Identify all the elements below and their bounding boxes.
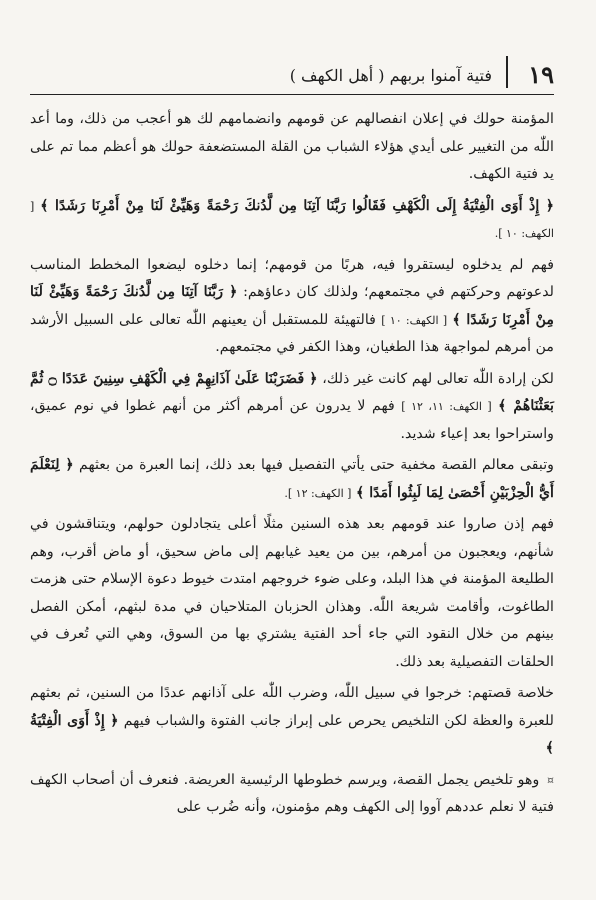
paragraph [30,366,554,449]
paragraph-text: فهم لم يدخلوه ليستقروا فيه، هربًا من قومهم؛ إنما دخلوه ليضعوا المخطط المناسب لدعوتهم وحركتهم في مجتمعهم؛ ولذلك كان دعاؤهم: [30,256,554,300]
paragraph-text: فهم إذن صاروا عند قومهم بعد هذه السنين مثلًا أعلى يتجادلون حولهم، ويتناقشون في شأنهم، ويعجبون من أمرهم، بين من يعيد غيابهم إلى ماض سحيق، أو ماض أقرب، وهم الطليعة المؤمنة في هذا البلد، وعلى ضوء خروجهم امتدت خيوط دعوة الإسلام حتى هزمت الطاغوت، وأقامت شريعة اللّٰه. وهذان الحزبان المتلاحيان في مدة لبثهم، أمكن الفصل بينهم من خلال النقود التي جاء أحد الفتية يشتري بها من السوق، وهي التي تُعرف في الحلقات التفصيلية بعد ذلك. [30,516,554,670]
paragraph [30,767,554,822]
paragraph-text: المؤمنة حولك في إعلان انفصالهم عن قومهم وانضمامهم لك هو أعجب من ذلك، وما أعد اللّٰه من التغيير على أيدي هؤلاء الشباب من القلة المستضعفة حولك هو أعظم مما تم على يد فتية الكهف. [30,111,554,182]
quran-verse: ﴿ رَبَّنَا آتِنَا مِن لَّدُنكَ رَحْمَةً وَهَيِّئْ لَنَا مِنْ أَمْرِنَا رَشَدًا ﴾ [30,284,554,328]
page-header [30,54,554,95]
paragraph [30,106,554,189]
footnote-marker: ¤ [547,773,554,787]
verse-paragraph [30,193,554,248]
paragraph [30,680,554,763]
paragraph-text: وهو تلخيص يجمل القصة، ويرسم خطوطها الرئيسية العريضة. فنعرف أن أصحاب الكهف فتية لا نعلم عددهم آووا إلى الكهف وهم مؤمنون، وأنه ضُرب على [30,771,554,815]
paragraph-text: لكن إرادة اللّٰه تعالى لهم كانت غير ذلك، [322,370,554,387]
paragraph [30,252,554,362]
page-body [30,106,554,826]
verse-reference: [ الكهف: ١٠ ] [381,313,448,327]
quran-verse: ﴿ إِذْ أَوَى الْفِتْيَةُ ﴾ [30,712,554,756]
paragraph [30,452,554,507]
paragraph [30,511,554,676]
verse-reference: [ الكهف: ١٢ ]. [284,486,352,500]
paragraph-text: فهم لا يدرون عن أمرهم أكثر من أنهم غطوا في نوم عميق، واستراحوا بعد إعياء شديد. [30,398,554,442]
quran-verse: ﴿ إِذْ أَوَى الْفِتْيَةُ إِلَى الْكَهْفِ فَقَالُوا رَبَّنَا آتِنَا مِن لَّدُنكَ رَحْمَةً وَهَيِّئْ لَنَا مِنْ أَمْرِنَا رَشَدًا ﴾ [40,197,555,214]
page-number: ١٩ [528,60,554,89]
verse-reference: [ الكهف: ١١، ١٢ ] [401,400,492,413]
quran-verse: ﴿ لِنَعْلَمَ أَيُّ الْحِزْبَيْنِ أَحْصَىٰ لِمَا لَبِثُوا أَمَدًا ﴾ [30,457,554,501]
quran-verse: ﴿ فَضَرَبْنَا عَلَىٰ آذَانِهِمْ فِي الْكَهْفِ سِنِينَ عَدَدًا ۝ ثُمَّ بَعَثْنَاهُمْ ﴾ [30,370,555,414]
paragraph-text: فالتهيئة للمستقبل أن يعينهم اللّٰه تعالى على السبيل الأرشد من أمرهم لمواجهة هذا الطغيان، وهذا الكفر في مجتمعهم. [30,311,554,355]
paragraph-text: خلاصة قصتهم: خرجوا في سبيل اللّٰه، وضرب اللّٰه على آذانهم عددًا من السنين، ثم بعثهم للعبرة والعظة لكن التلخيص يحرص على إبراز جانب الفتوة والشباب فيهم [30,685,554,729]
running-title: فتية آمنوا بربهم ( أهل الكهف ) [289,66,492,85]
header-separator [506,56,508,88]
paragraph-text: وتبقى معالم القصة مخفية حتى يأتي التفصيل فيها بعد ذلك، إنما العبرة من بعثهم [79,457,554,473]
verse-reference: [ الكهف: ١٠ ]. [30,199,554,240]
